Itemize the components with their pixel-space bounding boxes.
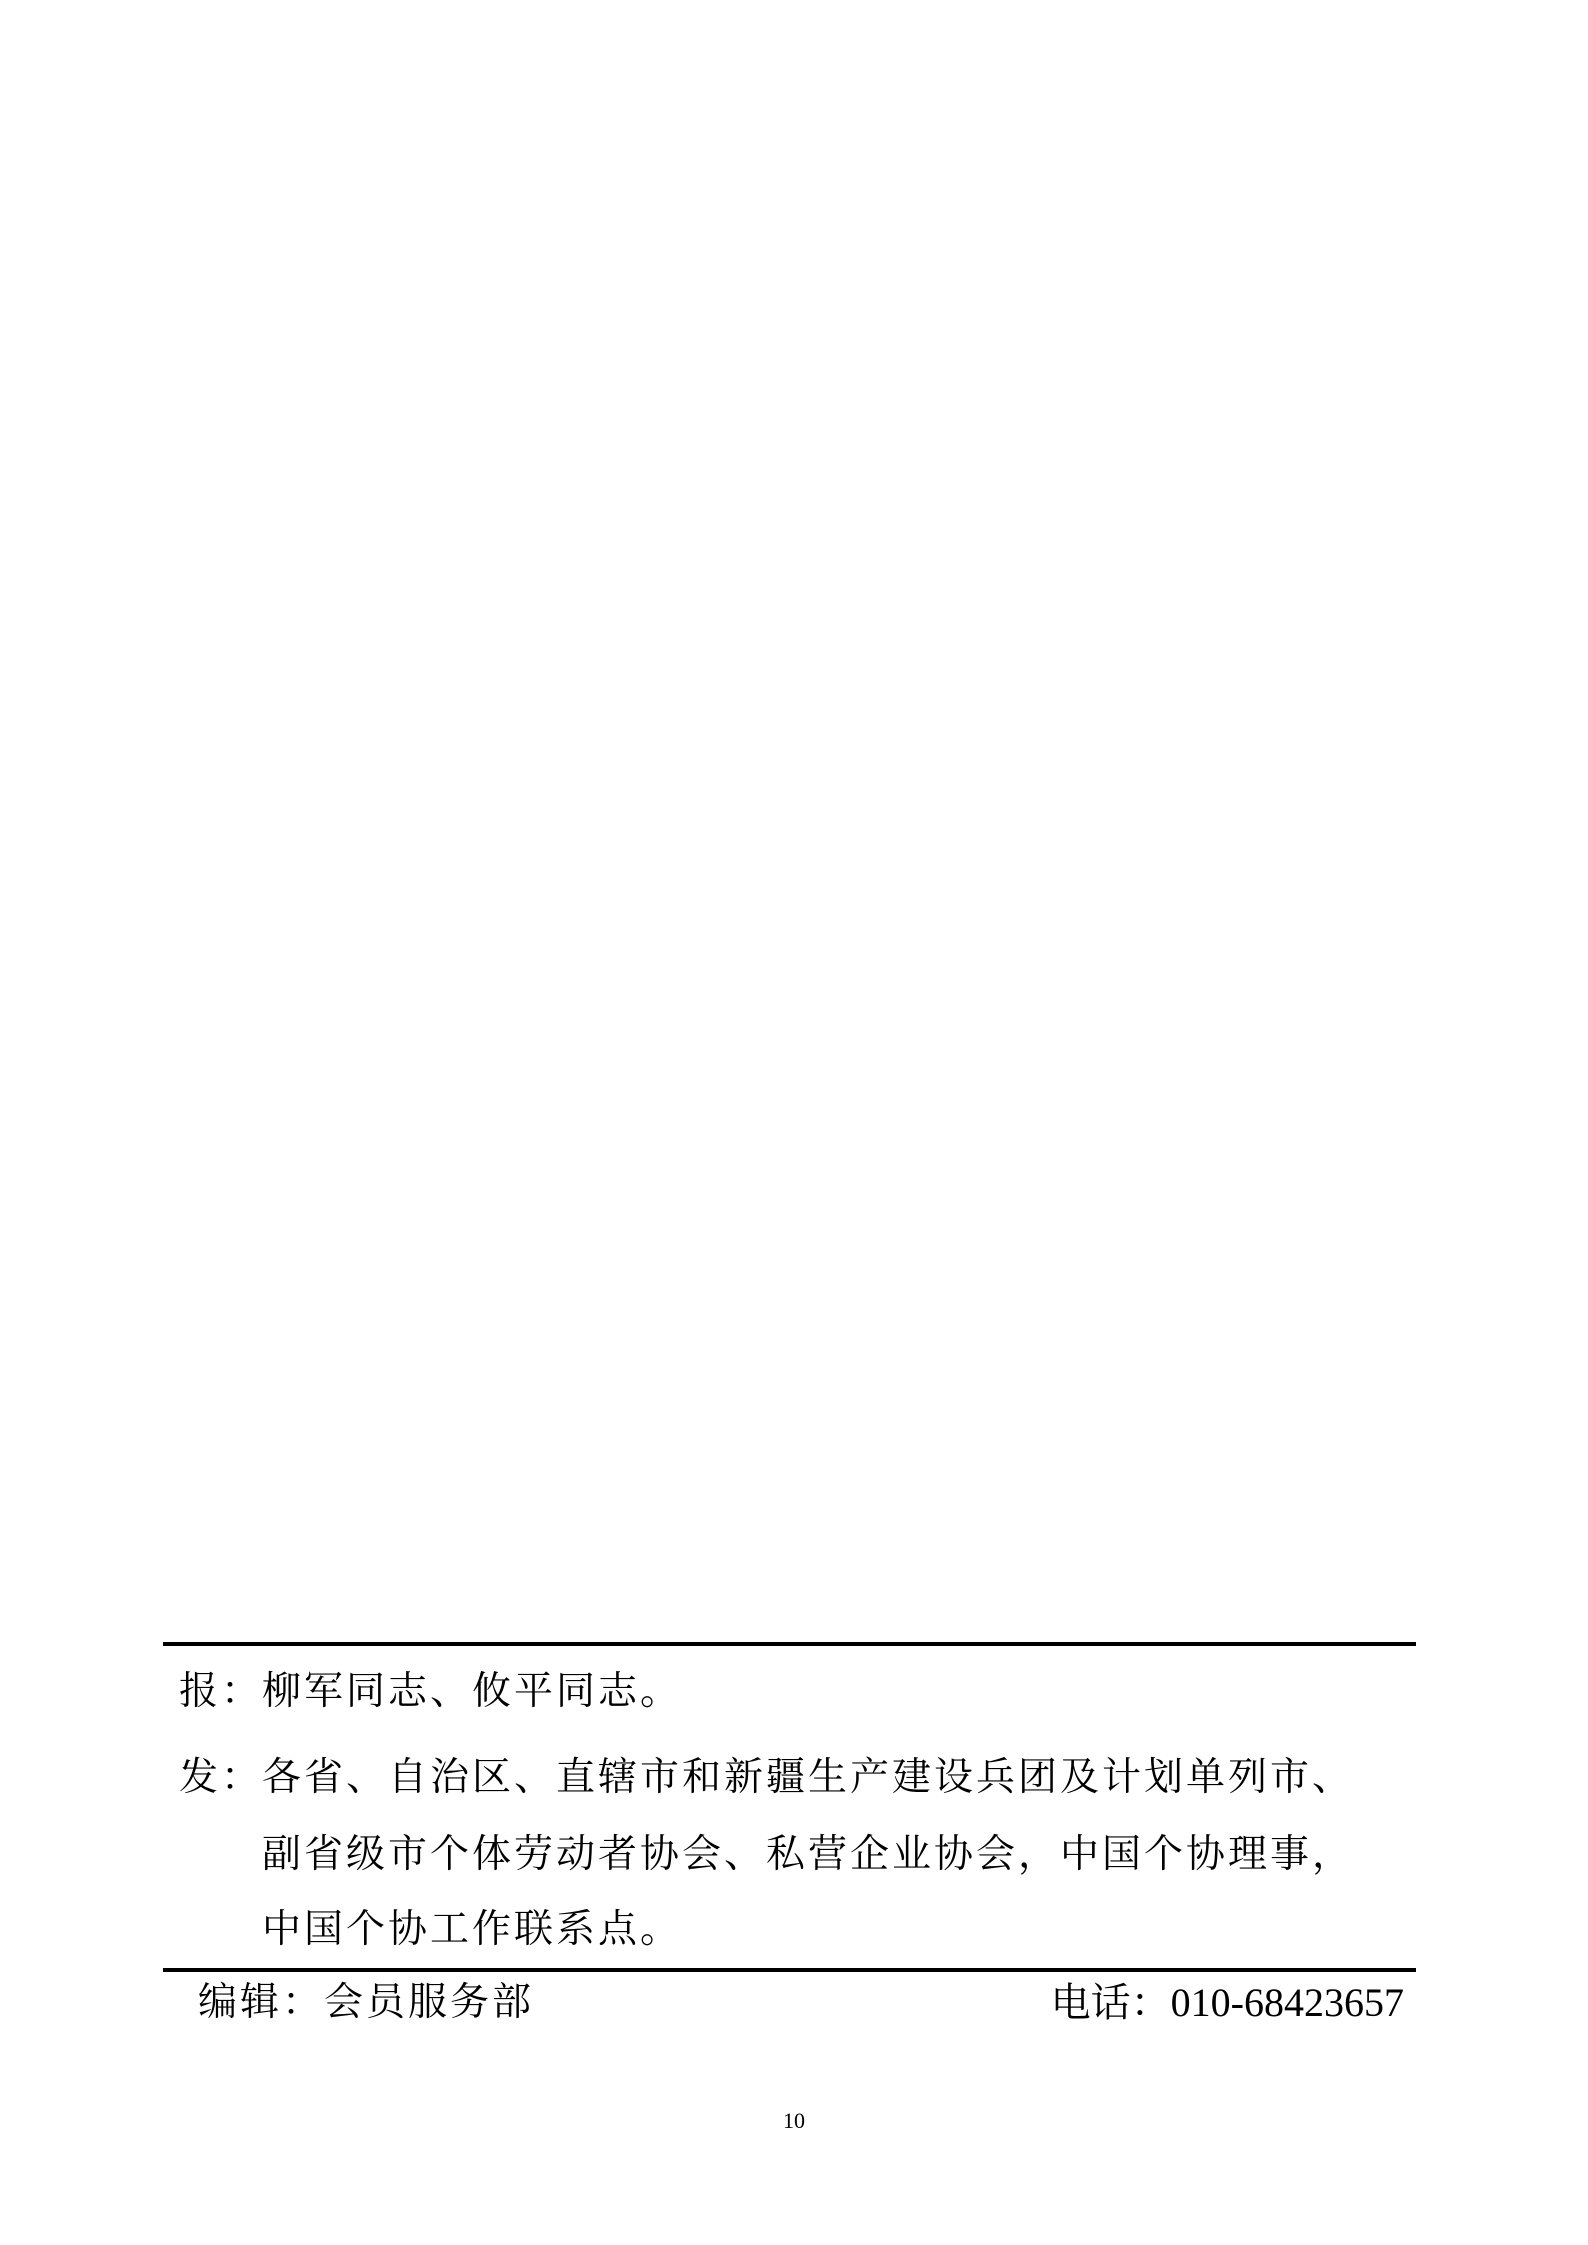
report-label: 报： [179, 1669, 264, 1714]
distribution-label: 发： [179, 1755, 264, 1800]
report-recipients: 柳军同志、攸平同志。 [262, 1669, 683, 1714]
phone-contact [1050, 1980, 1404, 2026]
phone-label: 电话： [1050, 1980, 1171, 2026]
phone-number: 010-68423657 [1170, 1980, 1404, 2025]
page-number: 10 [783, 2108, 805, 2133]
distribution-line-2: 副省级市个体劳动者协会、私营企业协会，中国个协理事， [262, 1832, 1355, 1877]
bottom-divider [163, 1968, 1416, 1972]
distribution-line-3: 中国个协工作联系点。 [262, 1907, 683, 1952]
top-divider [163, 1642, 1416, 1646]
editor-credit: 编辑：会员服务部 [198, 1980, 535, 2025]
distribution-line-1: 各省、自治区、直辖市和新疆生产建设兵团及计划单列市、 [262, 1755, 1355, 1800]
